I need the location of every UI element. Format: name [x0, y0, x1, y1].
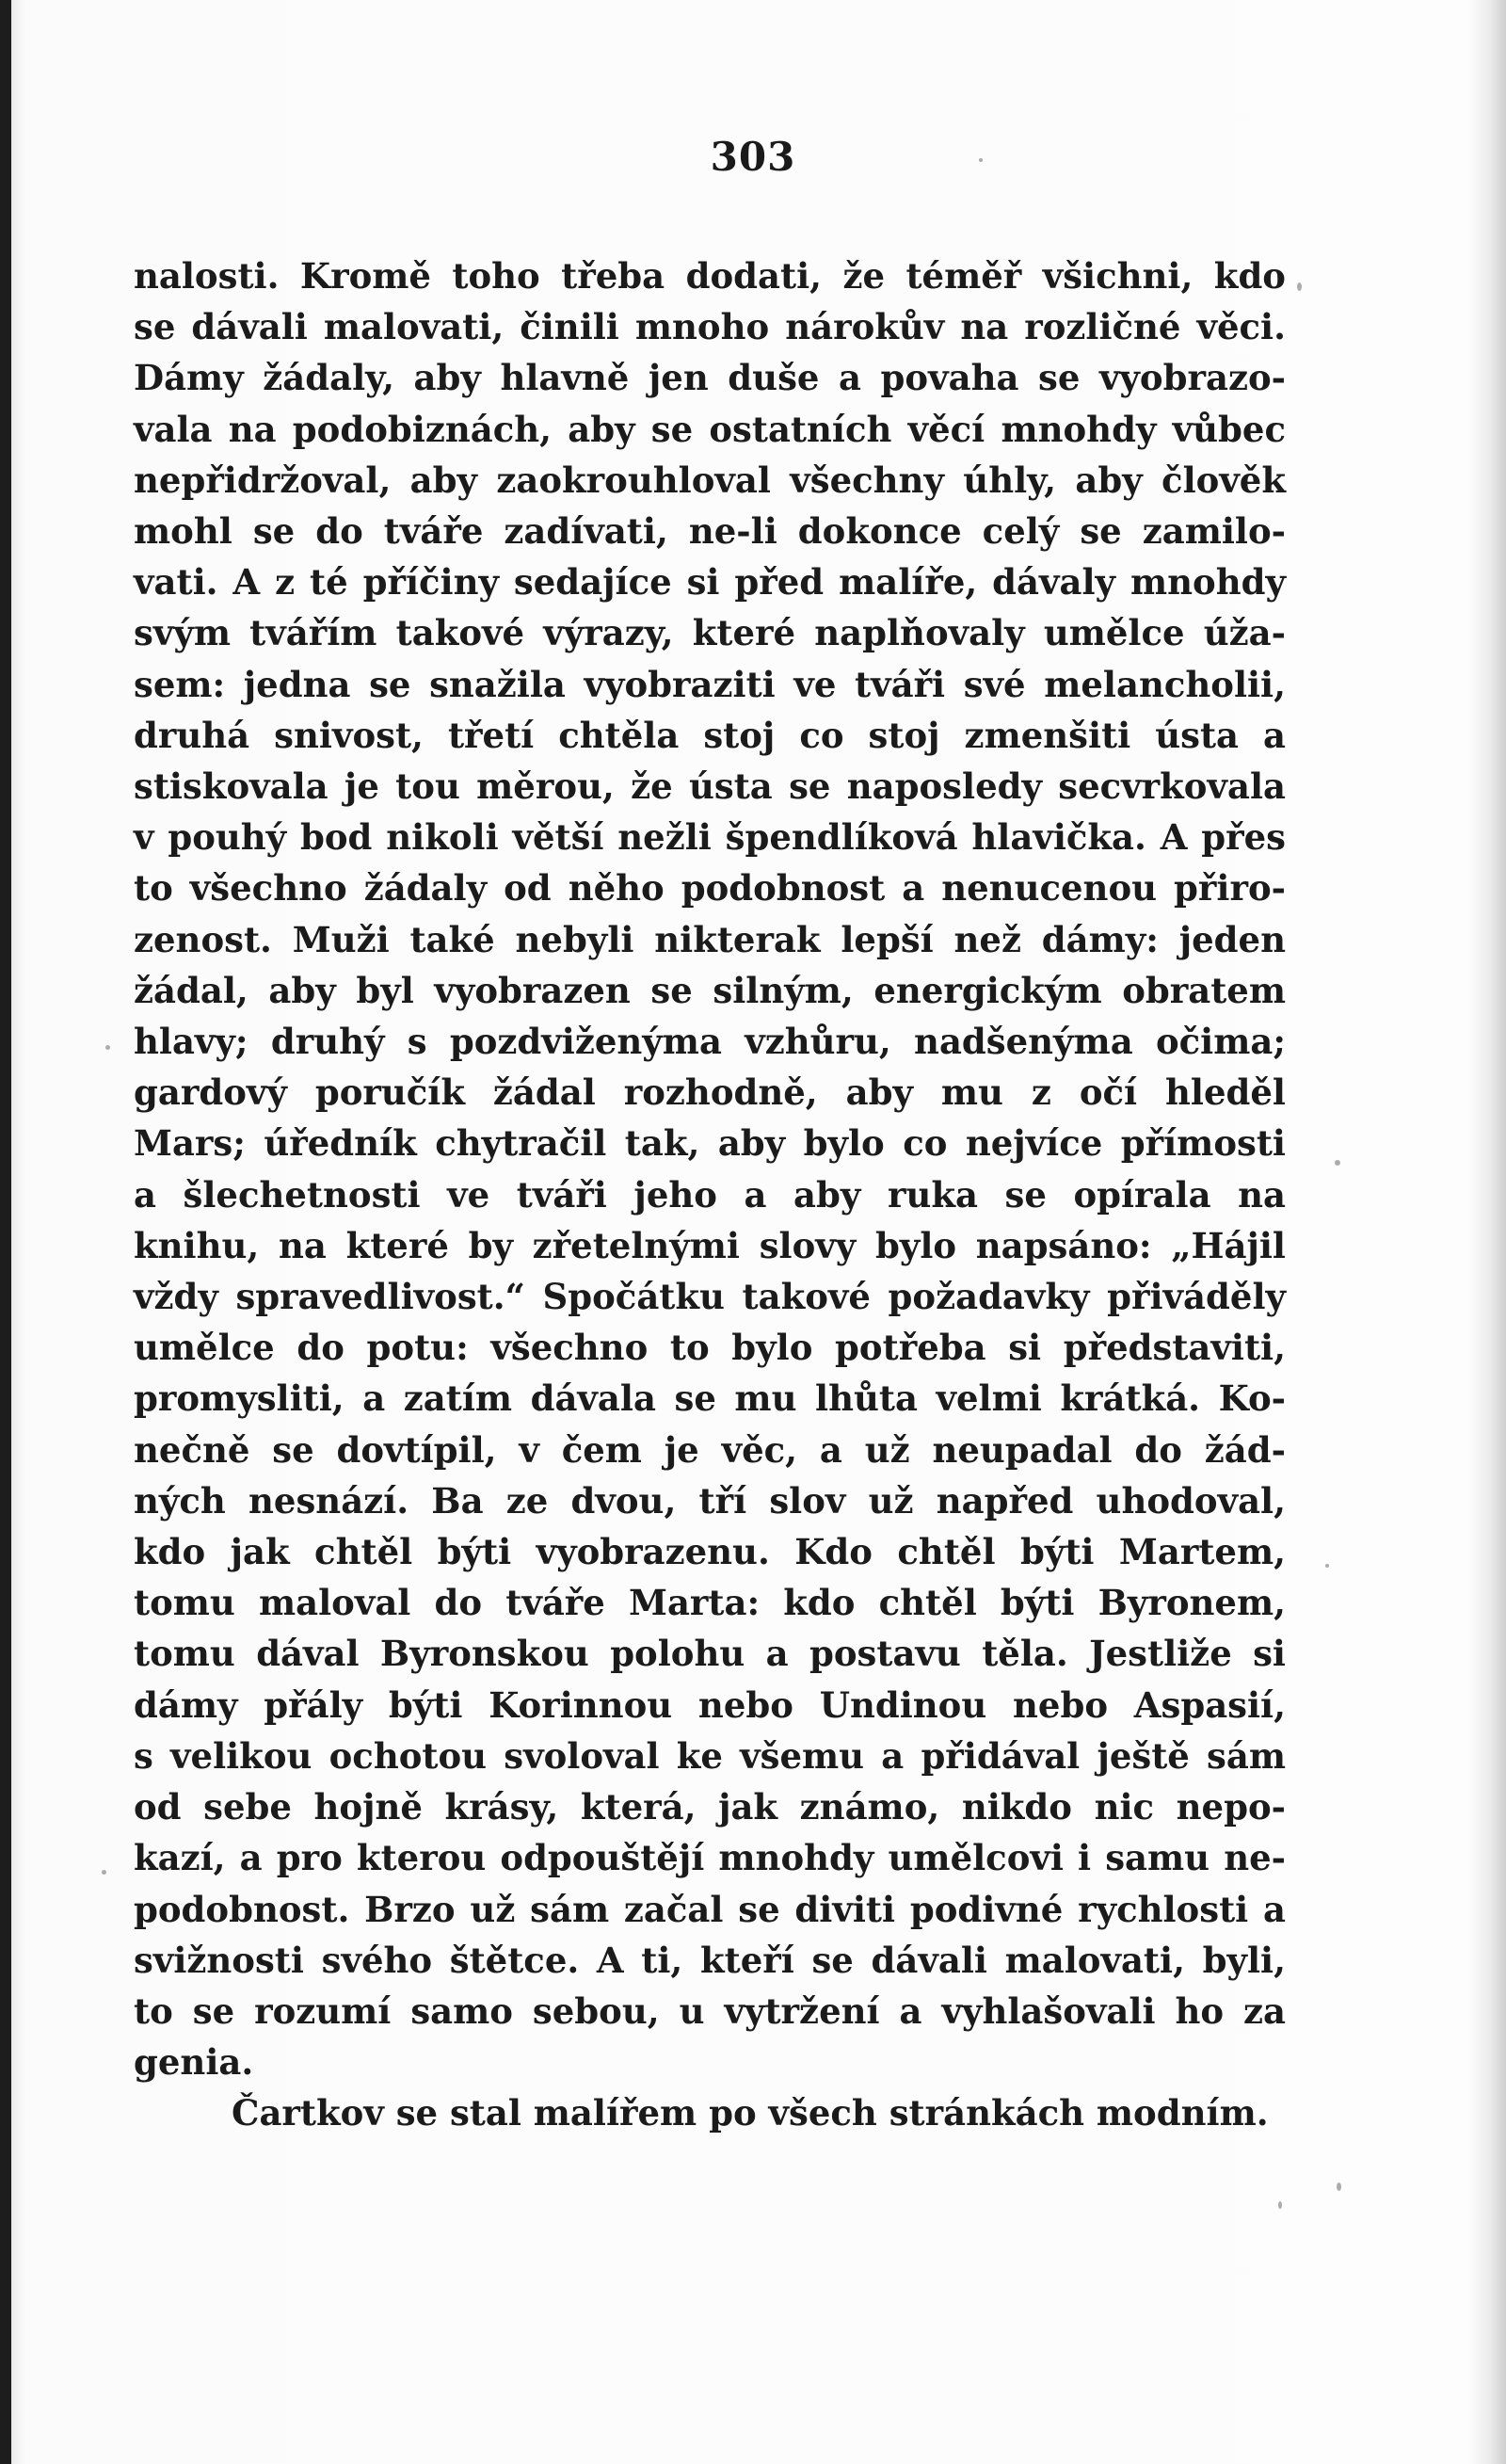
text-line: Dámy žádaly, aby hlavně jen duše a povaha se vyobrazo- [134, 357, 1286, 399]
text-line: se dávali malovati, činili mnoho nárokův na rozličné věci. [134, 306, 1286, 348]
scan-speck [102, 1870, 106, 1875]
text-line: sem: jedna se snažila vyobraziti ve tváři své melancholii, [134, 663, 1286, 705]
text-line: to se rozumí samo sebou, u vytržení a vyhlašovali ho za [134, 1989, 1286, 2032]
scan-speck [979, 158, 983, 162]
scan-speck [105, 1045, 110, 1050]
text-line: druhá snivost, třetí chtěla stoj co stoj zmenšiti ústa a [134, 714, 1286, 756]
body-text [134, 250, 1286, 2139]
text-line: nečně se dovtípil, v čem je věc, a už neupadal do žád- [134, 1428, 1286, 1471]
text-line: umělce do potu: všechno to bylo potřeba si představiti, [134, 1327, 1286, 1369]
scan-speck [1337, 2182, 1341, 2191]
text-line: vala na podobiznách, aby se ostatních věcí mnohdy vůbec [134, 408, 1286, 450]
scan-speck [1325, 1564, 1329, 1568]
text-line: kazí, a pro kterou odpouštějí mnohdy umělcovi i samu ne- [134, 1837, 1286, 1879]
paragraph-1 [134, 250, 1286, 2087]
text-line: tomu maloval do tváře Marta: kdo chtěl býti Byronem, [134, 1582, 1286, 1624]
page-number: 303 [710, 134, 796, 180]
text-line: nalosti. Kromě toho třeba dodati, že téměř všichni, kdo [134, 255, 1286, 297]
text-line: ných nesnází. Ba ze dvou, tří slov už napřed uhodoval, [134, 1479, 1286, 1522]
text-line: nepřidržoval, aby zaokrouhloval všechny úhly, aby člověk [134, 459, 1286, 501]
text-line: Mars; úředník chytračil tak, aby bylo co nejvíce přímosti [134, 1122, 1286, 1165]
text-line: zenost. Muži také nebyli nikterak lepší než dámy: jeden [134, 918, 1286, 960]
text-line: tomu dával Byronskou polohu a postavu těla. Jestliže si [134, 1633, 1286, 1675]
text-line: v pouhý bod nikoli větší nežli špendlíková hlavička. A přes [134, 816, 1286, 859]
scan-speck [1335, 1160, 1340, 1166]
text-line: promysliti, a zatím dávala se mu lhůta velmi krátká. Ko- [134, 1377, 1286, 1420]
text-line: s velikou ochotou svoloval ke všemu a přidával ještě sám [134, 1734, 1286, 1777]
text-line: vždy spravedlivost.“ Spočátku takové požadavky přiváděly [134, 1276, 1286, 1318]
text-line: kdo jak chtěl býti vyobrazenu. Kdo chtěl býti Martem, [134, 1531, 1286, 1573]
scan-speck [1278, 2201, 1282, 2209]
book-spine-edge [0, 0, 11, 2464]
text-line: hlavy; druhý s pozdviženýma vzhůru, nadšenýma očima; [134, 1021, 1286, 1063]
text-line: stiskovala je tou měrou, že ústa se naposledy secvrkovala [134, 765, 1286, 808]
text-line: od sebe hojně krásy, která, jak známo, nikdo nic nepo- [134, 1786, 1286, 1828]
text-line: dámy přály býti Korinnou nebo Undinou nebo Aspasií, [134, 1683, 1286, 1726]
text-line: vati. A z té příčiny sedajíce si před malíře, dávaly mnohdy [134, 561, 1286, 604]
scan-speck [1297, 282, 1302, 291]
text-line: gardový poručík žádal rozhodně, aby mu z očí hleděl [134, 1071, 1286, 1114]
text-line: knihu, na které by zřetelnými slovy bylo napsáno: „Hájil [134, 1224, 1286, 1266]
text-line: svým tvářím takové výrazy, které naplňovaly umělce úža- [134, 612, 1286, 654]
text-line: mohl se do tváře zadívati, ne-li dokonce celý se zamilo- [134, 510, 1286, 553]
text-line: to všechno žádaly od něho podobnost a nenucenou přiro- [134, 867, 1286, 910]
paragraph-2-line: Čartkov se stal malířem po všech stránkách modním. [232, 2092, 1269, 2134]
text-line: žádal, aby byl vyobrazen se silným, energickým obratem [134, 969, 1286, 1011]
text-line: genia. [134, 2041, 254, 2084]
text-line: a šlechetnosti ve tváři jeho a aby ruka se opírala na [134, 1173, 1286, 1216]
text-line: podobnost. Brzo už sám začal se diviti podivné rychlosti a [134, 1888, 1286, 1930]
text-line: svižnosti svého štětce. A ti, kteří se dávali malovati, byli, [134, 1939, 1286, 1981]
